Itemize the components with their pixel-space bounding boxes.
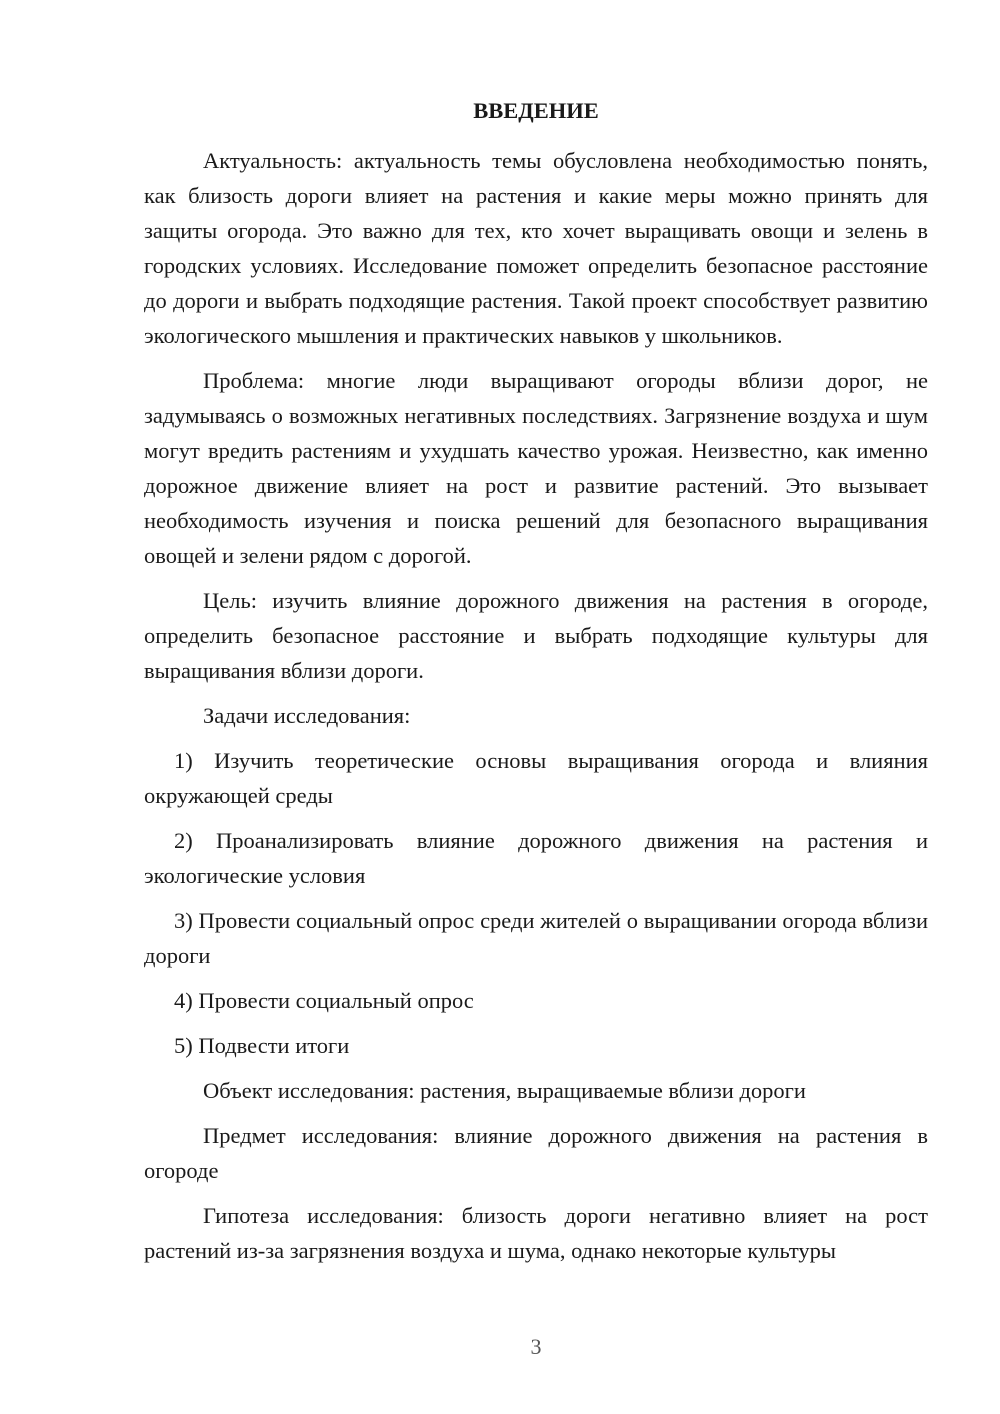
- paragraph-object: Объект исследования: растения, выращиваемые вблизи дороги: [203, 1078, 806, 1103]
- section-title: ВВЕДЕНИЕ: [473, 98, 599, 123]
- task-item-1: 1) Изучить теоретические основы выращивания огорода и влияния окружающей среды: [144, 748, 928, 808]
- paragraph-goal: Цель: изучить влияние дорожного движения на растения в огороде, определить безопасное расстояние и выбрать подходящие культуры для выращивания вблизи дороги.: [144, 588, 928, 683]
- paragraph-relevance: Актуальность: актуальность темы обусловлена необходимостью понять, как близость дороги влияет на растения и какие меры можно принять для защиты огорода. Это важно для тех, кто хочет выращивать овощи и зелень в городских условиях. Исследование поможет определить безопасное расстояние до дороги и выбрать подходящие растения. Такой проект способствует развитию экологического мышления и практических навыков у школьников.: [144, 148, 928, 348]
- task-item-4: 4) Провести социальный опрос: [174, 988, 474, 1013]
- document-page: [144, 93, 928, 1278]
- task-item-2: 2) Проанализировать влияние дорожного движения на растения и экологические условия: [144, 828, 928, 888]
- paragraph-hypothesis: Гипотеза исследования: близость дороги негативно влияет на рост растений из-за загрязнения воздуха и шума, однако некоторые культуры: [144, 1203, 928, 1263]
- paragraph-subject: Предмет исследования: влияние дорожного движения на растения в огороде: [144, 1123, 928, 1183]
- task-item-5: 5) Подвести итоги: [174, 1033, 350, 1058]
- page-number: 3: [530, 1334, 542, 1359]
- tasks-heading: Задачи исследования:: [203, 703, 411, 728]
- paragraph-problem: Проблема: многие люди выращивают огороды вблизи дорог, не задумываясь о возможных негативных последствиях. Загрязнение воздуха и шум могут вредить растениям и ухудшать качество урожая. Неизвестно, как именно дорожное движение влияет на рост и развитие растений. Это вызывает необходимость изучения и поиска решений для безопасного выращивания овощей и зелени рядом с дорогой.: [144, 368, 928, 568]
- task-item-3: 3) Провести социальный опрос среди жителей о выращивании огорода вблизи дороги: [144, 908, 928, 968]
